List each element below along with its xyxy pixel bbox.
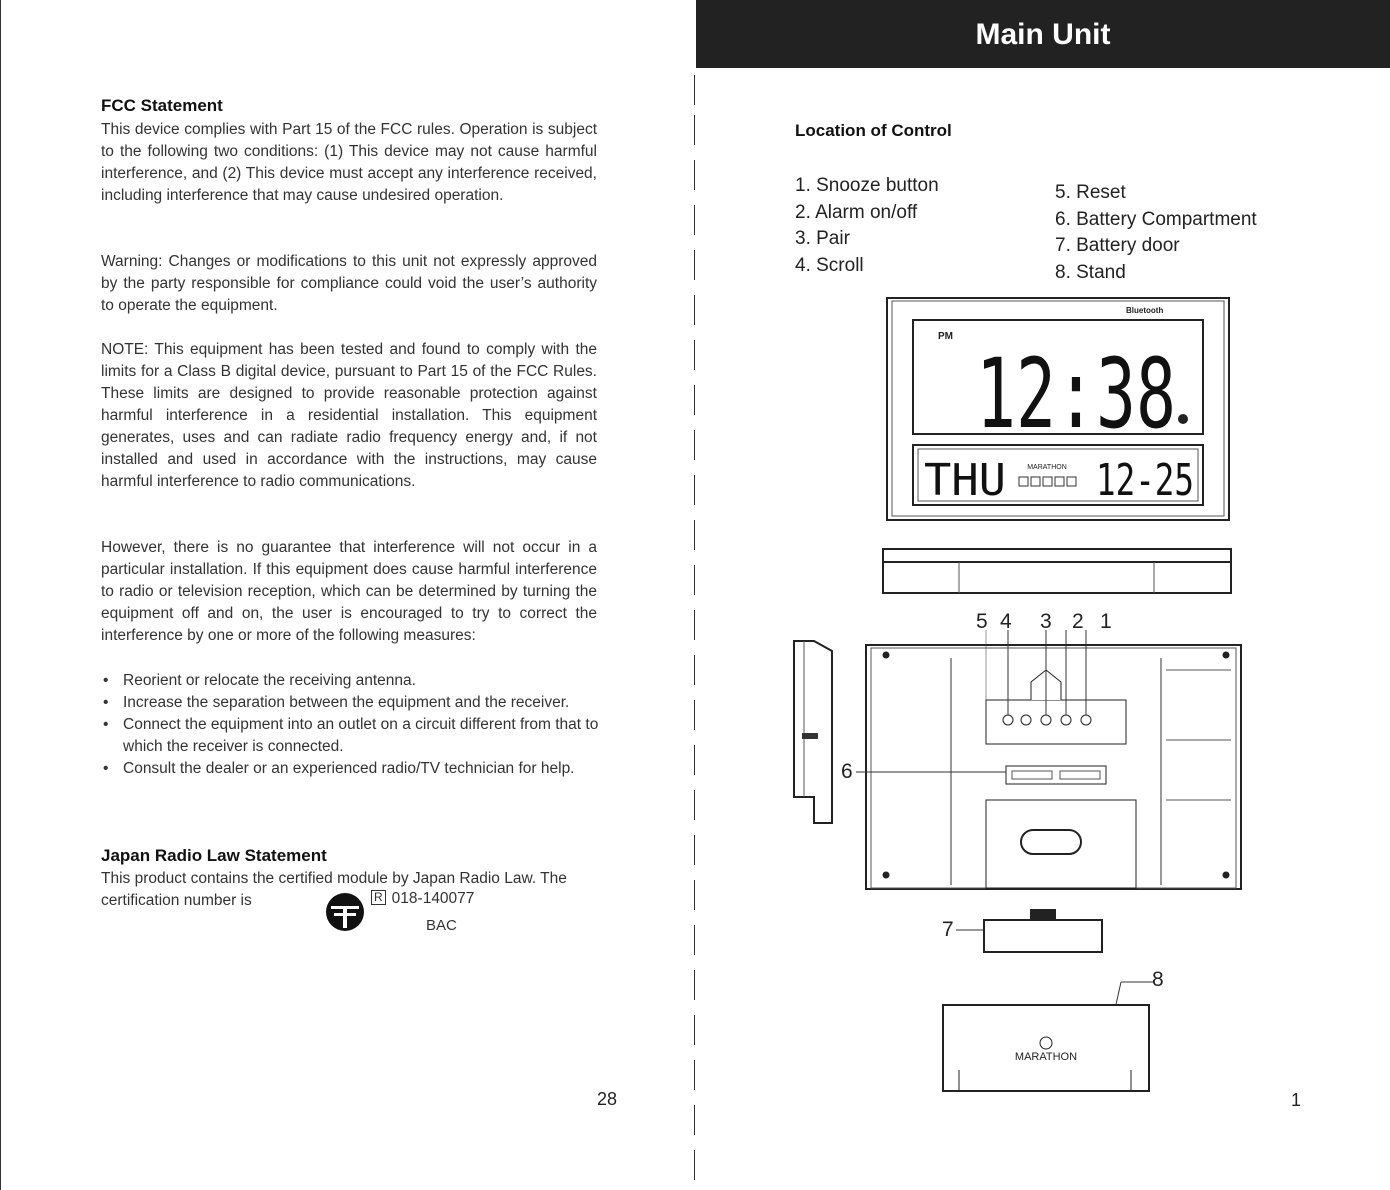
page-number-left: 28	[597, 1089, 618, 1109]
list-item: 1. Snooze button	[795, 175, 939, 196]
list-item: • Connect the equipment into an outlet on a circuit different from that to which the receiver is connected.	[101, 714, 601, 758]
time-display: 12:38	[976, 338, 1176, 450]
page-title: Main Unit	[696, 0, 1390, 68]
brand-logo: MARATHON	[1027, 464, 1067, 471]
location-title: Location of Control	[795, 121, 952, 140]
bluetooth-logo: Bluetooth	[1126, 306, 1164, 315]
fcc-paragraph-4: However, there is no guarantee that interference will not occur in a particular installation. If this equipment does cause harmful interference to radio or television reception, which can be determined by turning the equipment off and on, the user is encouraged to try to correct the interference by one or more of the following measures:	[101, 539, 597, 644]
registered-mark-icon: R	[371, 890, 386, 905]
fcc-title: FCC Statement	[101, 96, 223, 115]
list-item: 7. Battery door	[1055, 235, 1180, 256]
fcc-paragraph-1: This device complies with Part 15 of the FCC rules. Operation is subject to the following two conditions: (1) This device may not cause harmful interference, and (2) This device must accept any interference received, including interference that may cause undesired operation.	[101, 121, 597, 204]
japan-title: Japan Radio Law Statement	[101, 846, 327, 865]
controls-list-left	[795, 173, 939, 279]
clock-top-view	[882, 548, 1234, 596]
callout-1: 1	[1100, 610, 1112, 633]
right-page	[696, 0, 1390, 1190]
callout-3: 3	[1040, 610, 1052, 633]
battery-door	[944, 905, 1109, 955]
callout-2: 2	[1072, 610, 1084, 633]
stand	[941, 980, 1156, 1095]
callout-8: 8	[1152, 968, 1164, 991]
callout-5: 5	[976, 610, 988, 633]
controls-list-right	[1055, 180, 1257, 286]
list-item: 6. Battery Compartment	[1055, 208, 1257, 230]
list-item: 3. Pair	[795, 228, 850, 249]
giteki-mark-icon	[325, 892, 365, 932]
page-number-right: 1	[1291, 1090, 1302, 1110]
list-item: 8. Stand	[1055, 261, 1126, 283]
callout-6: 6	[841, 760, 853, 783]
clock-front-view	[886, 297, 1231, 522]
day-display: THU	[924, 455, 1006, 506]
list-item: 4. Scroll	[795, 254, 864, 276]
japan-paragraph: This product contains the certified module by Japan Radio Law. The certification number is	[101, 870, 567, 909]
stand-brand: MARATHON	[1014, 1051, 1078, 1063]
clock-back-view	[836, 600, 1256, 900]
pm-indicator: PM	[938, 331, 953, 342]
certification-number: R 018-140077	[371, 890, 474, 908]
list-item: • Reorient or relocate the receiving antenna.	[101, 670, 601, 692]
date-display: 12-25	[1096, 455, 1194, 506]
list-item: 5. Reset	[1055, 182, 1126, 203]
list-item: • Increase the separation between the equipment and the receiver.	[101, 692, 601, 714]
fcc-paragraph-3: NOTE: This equipment has been tested and found to comply with the limits for a Class B digital device, pursuant to Part 15 of the FCC Rules. These limits are designed to provide reasonable protection against harmful interference in a residential installation. This equipment generates, uses and can radiate radio frequency energy and, if not installed and used in accordance with the instructions, may cause harmful interference to radio communications.	[101, 341, 597, 490]
list-item: 2. Alarm on/off	[795, 201, 918, 223]
callout-7: 7	[942, 918, 954, 941]
callout-4: 4	[1000, 610, 1012, 633]
fcc-paragraph-2: Warning: Changes or modifications to this unit not expressly approved by the party responsible for compliance could void the user’s authority to operate the equipment.	[101, 253, 597, 314]
clock-side-view	[792, 637, 836, 827]
list-item: • Consult the dealer or an experienced radio/TV technician for help.	[101, 758, 601, 780]
measures-list	[101, 670, 601, 780]
certification-suffix: BAC	[426, 917, 457, 934]
bluetooth-indicator-icon	[1178, 414, 1188, 424]
